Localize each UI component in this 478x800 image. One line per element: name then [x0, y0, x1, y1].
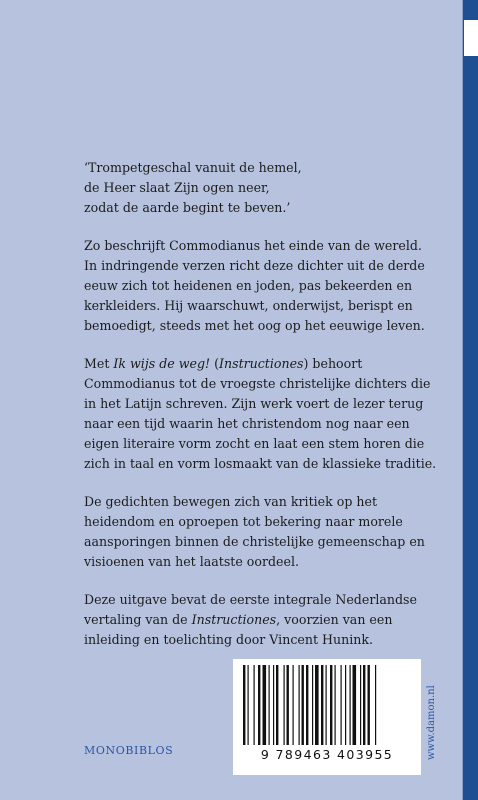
text-line: visioenen van het laatste oordeel.	[84, 554, 299, 569]
text-line: eeuw zich tot heidenen en joden, pas bekeerden en	[84, 278, 413, 293]
quote-line: de Heer slaat Zijn ogen neer,	[84, 180, 270, 195]
barcode-bar	[284, 665, 285, 745]
barcode-bar	[276, 665, 278, 745]
barcode-bar	[287, 665, 289, 745]
barcode-bar	[321, 665, 323, 745]
paragraph-intro	[84, 236, 439, 336]
barcode-bar	[345, 665, 346, 745]
text-fragment: , voorzien van een	[276, 612, 393, 627]
text-line: Zo beschrijft Commodianus het einde van de wereld.	[84, 238, 422, 253]
barcode-bar	[273, 665, 274, 745]
barcode-bar	[375, 665, 376, 745]
isbn-number: 9 789463 403955	[260, 747, 394, 762]
text-fragment: ) behoort	[303, 356, 363, 371]
barcode-bar	[263, 665, 267, 745]
barcode-bar	[315, 665, 319, 745]
publisher-imprint: MONOBIBLOS	[84, 744, 174, 757]
paragraph-themes	[84, 492, 439, 572]
text-line: Commodianus tot de vroegste christelijke dichters die	[84, 376, 431, 391]
barcode-bar	[350, 665, 351, 745]
quote-line: ‘Trompetgeschal vanuit de hemel,	[84, 160, 302, 175]
publisher-url: www.damon.nl	[426, 685, 437, 760]
barcode-bar	[306, 665, 308, 745]
book-spine	[463, 0, 478, 800]
paragraph-edition	[84, 590, 439, 650]
barcode-bar	[360, 665, 361, 745]
text-line: naar een tijd waarin het christendom nog naar een	[84, 416, 410, 431]
text-fragment: Met	[84, 356, 114, 371]
barcode-bar	[326, 665, 327, 745]
barcode-bar	[312, 665, 313, 745]
barcode-bar	[299, 665, 300, 745]
text-line: kerkleiders. Hij waarschuwt, onderwijst, berispt en	[84, 298, 413, 313]
quote-line: zodat de aarde begint te beven.’	[84, 200, 291, 215]
barcode-bar	[363, 665, 365, 745]
paragraph-work	[84, 354, 439, 474]
text-line: in het Latijn schreven. Zijn werk voert de lezer terug	[84, 396, 424, 411]
barcode-bar	[368, 665, 370, 745]
text-line: eigen literaire vorm zocht en laat een stem horen die	[84, 436, 425, 451]
spine-label-mark	[464, 20, 478, 56]
barcode-bar	[330, 665, 332, 745]
barcode-bar	[269, 665, 270, 745]
opening-quote	[84, 158, 439, 218]
barcode-bar	[293, 665, 294, 745]
barcode-bar	[254, 665, 255, 745]
barcode-bar	[302, 665, 304, 745]
text-line: heidendom en oproepen tot bekering naar morele	[84, 514, 403, 529]
text-line: bemoedigt, steeds met het oog op het eeuwige leven.	[84, 318, 425, 333]
barcode-bar	[335, 665, 336, 745]
barcode-bars	[243, 665, 411, 745]
barcode-bar	[341, 665, 342, 745]
text-line	[84, 610, 439, 630]
text-line: zich in taal en vorm losmaakt van de klassieke traditie.	[84, 456, 437, 471]
latin-title: Instructiones	[219, 356, 304, 371]
text-fragment: vertaling van de	[84, 612, 192, 627]
barcode-bar	[258, 665, 260, 745]
barcode-bar	[353, 665, 357, 745]
barcode	[233, 659, 421, 775]
text-line: inleiding en toelichting door Vincent Hunink.	[84, 632, 373, 647]
text-line: In indringende verzen richt deze dichter uit de derde	[84, 258, 425, 273]
text-line: aansporingen binnen de christelijke gemeenschap en	[84, 534, 425, 549]
barcode-bar	[248, 665, 249, 745]
text-fragment: (	[210, 356, 220, 371]
barcode-bar	[243, 665, 245, 745]
book-title: Ik wijs de weg!	[113, 356, 211, 371]
blurb	[84, 158, 439, 668]
text-line	[84, 354, 439, 374]
text-line: De gedichten bewegen zich van kritiek op het	[84, 494, 378, 509]
latin-title: Instructiones	[191, 612, 277, 627]
text-line: Deze uitgave bevat de eerste integrale Nederlandse	[84, 592, 417, 607]
